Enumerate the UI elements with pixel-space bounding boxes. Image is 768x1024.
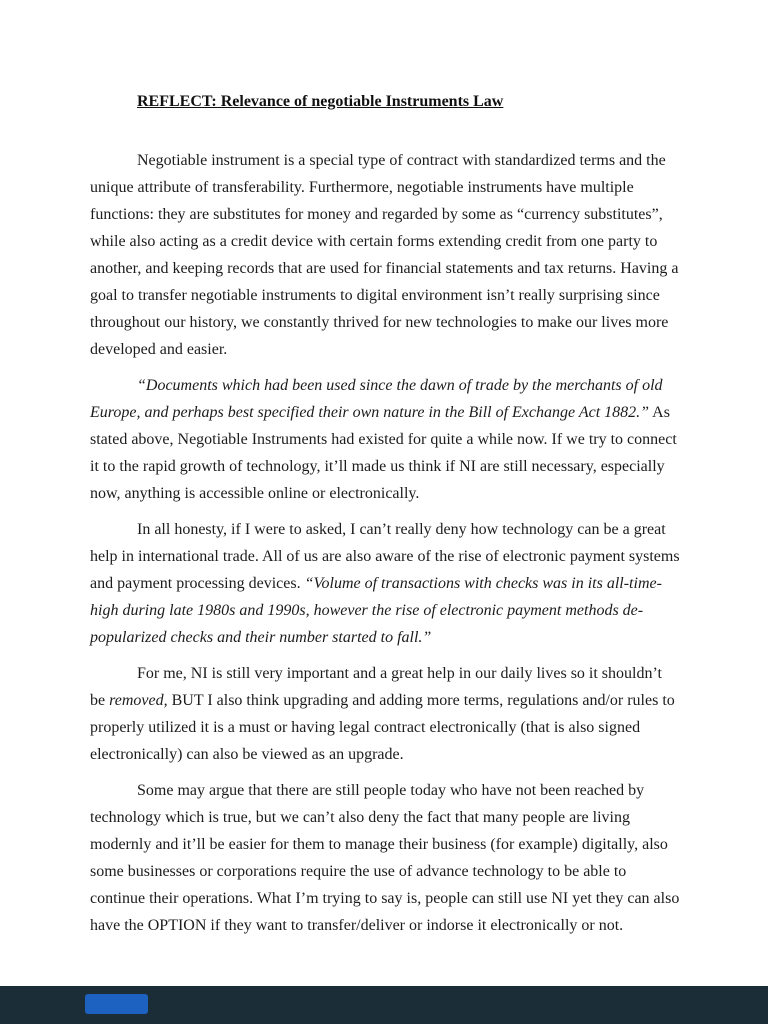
paragraph [90,147,680,363]
paragraph [90,372,680,507]
document-title: REFLECT: Relevance of negotiable Instruments Law [137,93,504,110]
quoted-text: removed, [109,692,168,709]
body-text-segment: Negotiable instrument is a special type of contract with standardized terms and the unique attribute of transferability. Furthermore, negotiable instruments have multiple functions: they are substitutes for money and regarded by some as “currency substitutes”, while also acting as a credit device with certain forms extending credit from one party to another, and keeping records that are used for financial statements and tax returns. Having a goal to transfer negotiable instruments to digital environment isn’t really surprising since throughout our history, we constantly thrived for new technologies to make our lives more developed and easier. [90,152,679,358]
body-text-segment: In all honesty, if I were to asked, I can’t really deny how technology can be a great help in international trade. All of us are also aware of the rise of electronic payment systems and payment processing devices. [90,521,680,592]
document-body [90,147,680,939]
body-text-segment: BUT I also think upgrading and adding more terms, regulations and/or rules to properly utilized it is a must or having legal contract electronically (that is also signed electronically) can also be viewed as an upgrade. [90,692,675,763]
footer-blue-badge[interactable] [85,994,148,1014]
body-text-segment: For me, NI is still very important and a great help in our daily lives so it shouldn’t be [90,665,662,709]
paragraph [90,516,680,651]
body-text-segment: Some may argue that there are still people today who have not been reached by technology which is true, but we can’t also deny the fact that many people are living modernly and it’ll be easier for them to manage their business (for example) digitally, also some businesses or corporations require the use of advance technology to be able to continue their operations. What I’m trying to say is, people can still use NI yet they can also have the OPTION if they want to transfer/deliver or indorse it electronically or not. [90,782,680,934]
quoted-text: “Documents which had been used since the dawn of trade by the merchants of old Europe, and perhaps best specified their own nature in the Bill of Exchange Act 1882.” [90,377,663,421]
body-text-segment: As stated above, Negotiable Instruments had existed for quite a while now. If we try to connect it to the rapid growth of technology, it’ll made us think if NI are still necessary, especially now, anything is accessible online or electronically. [90,404,677,502]
paragraph [90,660,680,768]
paragraph [90,777,680,939]
quoted-text: “Volume of transactions with checks was in its all-time-high during late 1980s and 1990s, however the rise of electronic payment methods de-popularized checks and their number started to fall.” [90,575,662,646]
footer-bar [0,986,768,1024]
